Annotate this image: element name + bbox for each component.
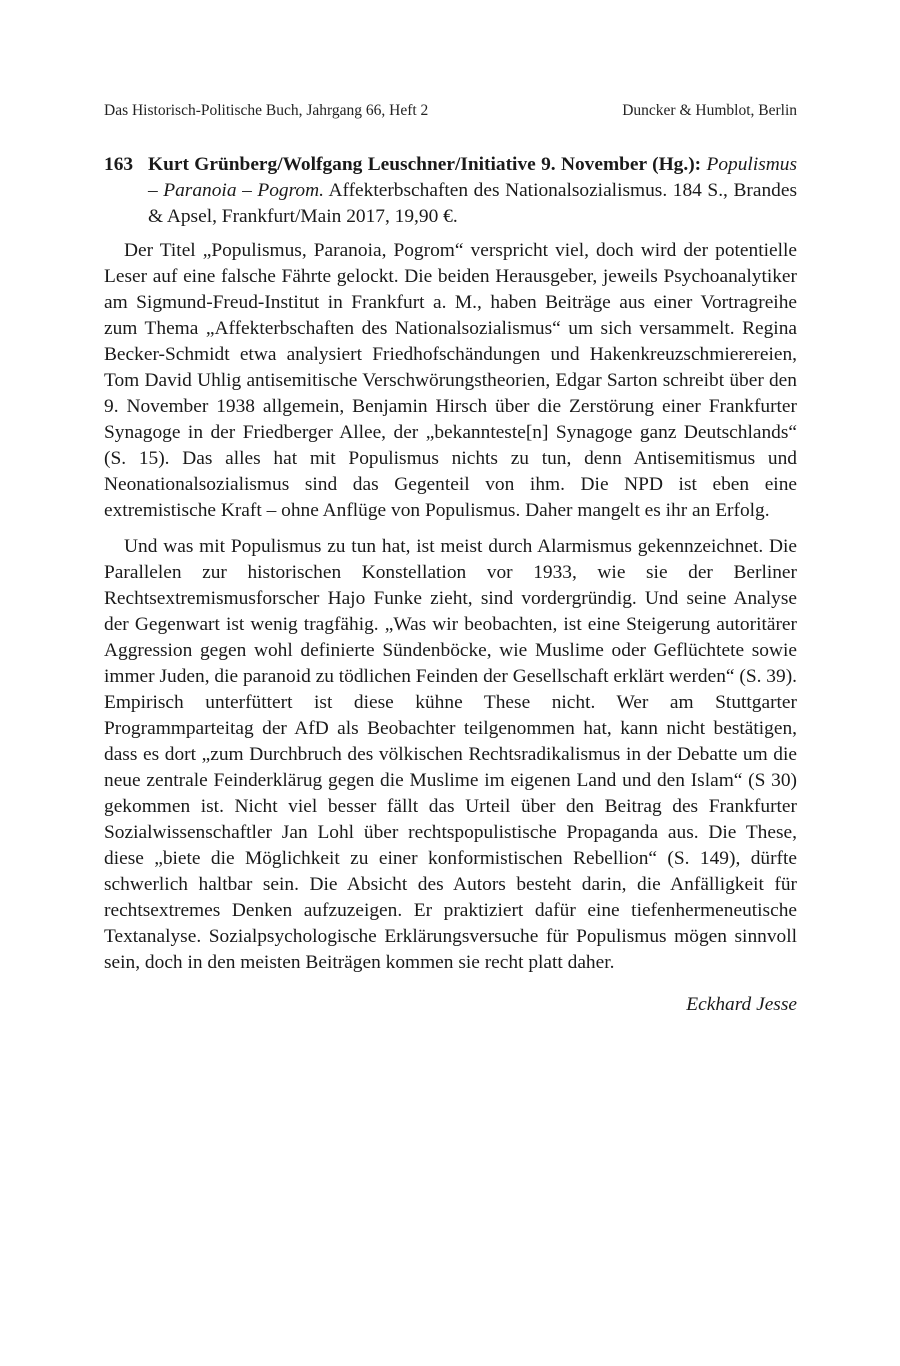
reviewer-signature: Eckhard Jesse (686, 994, 797, 1015)
journal-title: Das Historisch-Politische Buch, Jahrgang 66, Heft 2 (104, 102, 429, 119)
entry-title: Populismus – Paranoia – Pogrom. (148, 154, 797, 201)
review-paragraph-1: Der Titel „Populismus, Paranoia, Pogrom“ verspricht viel, doch wird der potentielle Leser auf eine falsche Fährte gelockt. Die beiden Herausgeber, jeweils Psychoanalytiker am Sigmund-Freud-Institut in Frankfurt a. M., haben Beiträge aus einer Vortragreihe zum Thema „Affekterbschaften des Nationalsozialismus“ um sich versammelt. Regina Becker-Schmidt etwa analysiert Friedhofschändungen und Hakenkreuzschmierereien, Tom David Uhlig antisemitische Verschwörungstheorien, Edgar Sarton schreibt über den 9. November 1938 allgemein, Benjamin Hirsch über die Zerstörung einer Frankfurter Synagoge in der Friedberger Allee, der „bekannteste[n] Synagoge ganz Deutschlands“ (S. 15). Das alles hat mit Populismus nichts zu tun, denn Antisemitismus und Neonationalsozialismus sind das Gegenteil von ihm. Die NPD ist eben eine extremistische Kraft – ohne Anflüge von Populismus. Daher mangelt es ihr an Erfolg. (104, 240, 797, 521)
review-paragraph-2: Und was mit Populismus zu tun hat, ist meist durch Alarmismus gekennzeichnet. Die Parallelen zur historischen Konstellation vor 1933, wie sie der Berliner Rechtsextremismusforscher Hajo Funke zieht, sind vordergründig. Und seine Analyse der Gegenwart ist wenig tragfähig. „Was wir beobachten, ist eine Steigerung autoritärer Aggression gegen wohl definierte Sündenböcke, wie Muslime oder Geflüchtete sowie immer Juden, die paranoid zu tödlichen Feinden der Gesellschaft erklärt werden“ (S. 39). Empirisch unterfüttert ist diese kühne These nicht. Wer am Stuttgarter Programmparteitag der AfD als Beobachter teilgenommen hat, kann nicht bestätigen, dass es dort „zum Durchbruch des völkischen Rechtsradikalismus in der Debatte um die neue zentrale Feinderklärug gegen die Muslime im eigenen Land und den Islam“ (S 30) gekommen ist. Nicht viel besser fällt das Urteil über den Beitrag des Frankfurter Sozialwissenschaftler Jan Lohl über rechtspopulistische Propaganda aus. Die These, diese „biete die Möglichkeit zu einer konformistischen Rebellion“ (S. 149), dürfte schwerlich haltbar sein. Die Absicht des Autors besteht darin, die Anfälligkeit für rechtsextremes Denken aufzuzeigen. Er praktiziert dafür eine tiefenhermeneutische Textanalyse. Sozialpsychologische Erklärungsversuche für Populismus mögen sinnvoll sein, doch in den meisten Beiträgen kommen sie recht platt daher. (104, 536, 797, 973)
entry-authors: Kurt Grünberg/Wolfgang Leuschner/Initiative 9. November (Hg.): (148, 154, 702, 175)
entry-subtitle: Affekterbschaften des Nationalsozialismus. (328, 180, 668, 201)
entry-bibliographic-details: 184 S., Brandes & Apsel, Frankfurt/Main 2017, 19,90 €. (148, 180, 798, 227)
publisher-name: Duncker & Humblot, Berlin (622, 102, 797, 119)
bibliographic-entry (104, 152, 797, 230)
review-entry (104, 152, 797, 1018)
entry-number: 163 (104, 154, 134, 175)
